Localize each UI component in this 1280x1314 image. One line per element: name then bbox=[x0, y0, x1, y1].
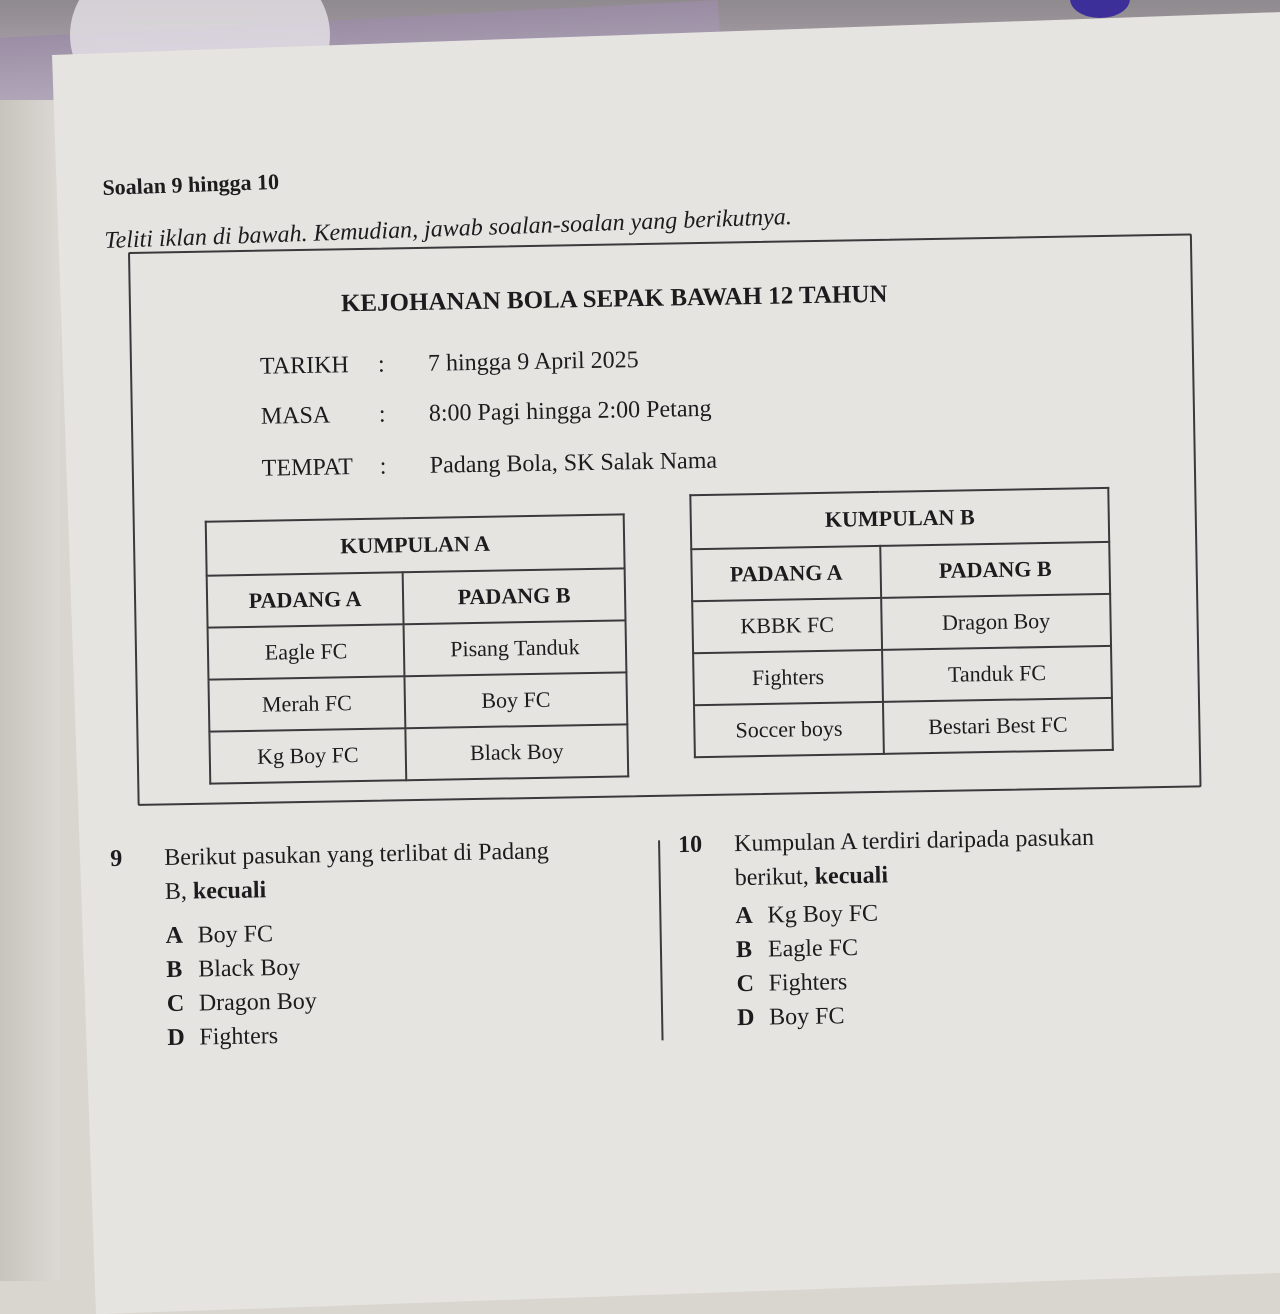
section-heading: Soalan 9 hingga 10 bbox=[102, 168, 280, 200]
info-label: TEMPAT bbox=[261, 454, 354, 482]
info-colon: : bbox=[378, 401, 386, 428]
team-cell: Tanduk FC bbox=[882, 646, 1112, 702]
info-row-time bbox=[261, 396, 712, 431]
option-letter: D bbox=[167, 1024, 185, 1052]
option-text: Boy FC bbox=[768, 1003, 845, 1031]
column-header: PADANG A bbox=[207, 572, 404, 627]
question-9 bbox=[110, 833, 654, 1052]
option-a[interactable] bbox=[735, 897, 878, 933]
table-row bbox=[692, 594, 1111, 653]
option-text: Dragon Boy bbox=[198, 988, 318, 1017]
instruction-text: Teliti iklan di bawah. Kemudian, jawab soalan-soalan yang berikutnya. bbox=[104, 203, 793, 254]
table-row bbox=[209, 724, 628, 783]
team-cell: Black Boy bbox=[405, 724, 628, 780]
option-text: Kg Boy FC bbox=[767, 900, 879, 929]
table-row bbox=[694, 698, 1113, 757]
option-text: Boy FC bbox=[197, 921, 274, 949]
option-letter: B bbox=[166, 956, 183, 984]
column-header: PADANG B bbox=[403, 568, 626, 624]
previous-page-edge bbox=[0, 100, 60, 1281]
stem-line bbox=[734, 853, 1219, 895]
group-b-caption: KUMPULAN B bbox=[690, 488, 1109, 549]
column-header: PADANG A bbox=[691, 546, 881, 601]
info-label: TARIKH bbox=[259, 352, 349, 380]
info-value: 7 hingga 9 April 2025 bbox=[427, 347, 639, 377]
option-a[interactable] bbox=[165, 917, 273, 953]
option-letter: D bbox=[736, 1004, 755, 1032]
column-divider bbox=[658, 840, 663, 1040]
stem-keyword: kecuali bbox=[192, 877, 267, 905]
table-row bbox=[693, 646, 1112, 705]
info-value: Padang Bola, SK Salak Nama bbox=[429, 447, 718, 479]
question-number: 9 bbox=[110, 845, 123, 872]
stem-line bbox=[165, 867, 646, 909]
question-stem bbox=[164, 833, 645, 909]
option-text: Black Boy bbox=[198, 954, 301, 983]
info-row-date bbox=[260, 347, 639, 381]
option-b[interactable] bbox=[736, 931, 859, 967]
team-cell: Pisang Tanduk bbox=[404, 620, 627, 676]
option-d[interactable] bbox=[167, 1019, 278, 1055]
option-letter: A bbox=[165, 922, 184, 950]
team-cell: Dragon Boy bbox=[881, 594, 1111, 650]
option-text: Eagle FC bbox=[767, 934, 859, 963]
option-c[interactable] bbox=[167, 984, 318, 1021]
info-colon: : bbox=[379, 453, 387, 480]
info-value: 8:00 Pagi hingga 2:00 Petang bbox=[428, 395, 712, 427]
questions-section bbox=[110, 822, 1234, 1062]
group-a-caption: KUMPULAN A bbox=[206, 514, 625, 575]
info-label: MASA bbox=[260, 402, 331, 430]
advert-title: KEJOHANAN BOLA SEPAK BAWAH 12 TAHUN bbox=[340, 280, 888, 318]
table-row bbox=[208, 620, 627, 679]
info-colon: : bbox=[377, 351, 385, 378]
team-cell: Bestari Best FC bbox=[883, 698, 1113, 754]
stem-line: Berikut pasukan yang terlibat di Padang bbox=[164, 838, 550, 872]
team-cell: Merah FC bbox=[208, 676, 405, 731]
team-cell: Boy FC bbox=[404, 672, 627, 728]
column-header: PADANG B bbox=[880, 542, 1110, 598]
question-number: 10 bbox=[677, 831, 703, 859]
option-letter: C bbox=[166, 990, 185, 1018]
option-letter: A bbox=[735, 902, 753, 930]
option-c[interactable] bbox=[736, 965, 847, 1001]
stem-text: B, bbox=[164, 878, 194, 906]
table-row bbox=[208, 672, 627, 731]
option-letter: C bbox=[736, 970, 755, 998]
option-b[interactable] bbox=[166, 951, 301, 987]
question-10 bbox=[678, 819, 1222, 1038]
team-cell: Kg Boy FC bbox=[209, 728, 406, 783]
stem-line: Kumpulan A terdiri daripada pasukan bbox=[733, 824, 1095, 858]
stem-keyword: kecuali bbox=[814, 862, 889, 890]
option-text: Fighters bbox=[199, 1023, 279, 1051]
team-cell: Eagle FC bbox=[208, 624, 405, 679]
option-d[interactable] bbox=[737, 999, 845, 1035]
team-cell: Fighters bbox=[693, 650, 883, 705]
stem-text: berikut, bbox=[734, 863, 815, 892]
team-cell: Soccer boys bbox=[694, 702, 884, 757]
team-cell: KBBK FC bbox=[692, 598, 882, 653]
question-stem bbox=[734, 819, 1219, 895]
option-letter: B bbox=[735, 936, 753, 964]
info-row-venue bbox=[262, 448, 718, 483]
advertisement-box bbox=[128, 233, 1202, 805]
option-text: Fighters bbox=[768, 969, 848, 997]
group-a-table bbox=[205, 513, 630, 784]
group-b-table bbox=[689, 487, 1114, 758]
